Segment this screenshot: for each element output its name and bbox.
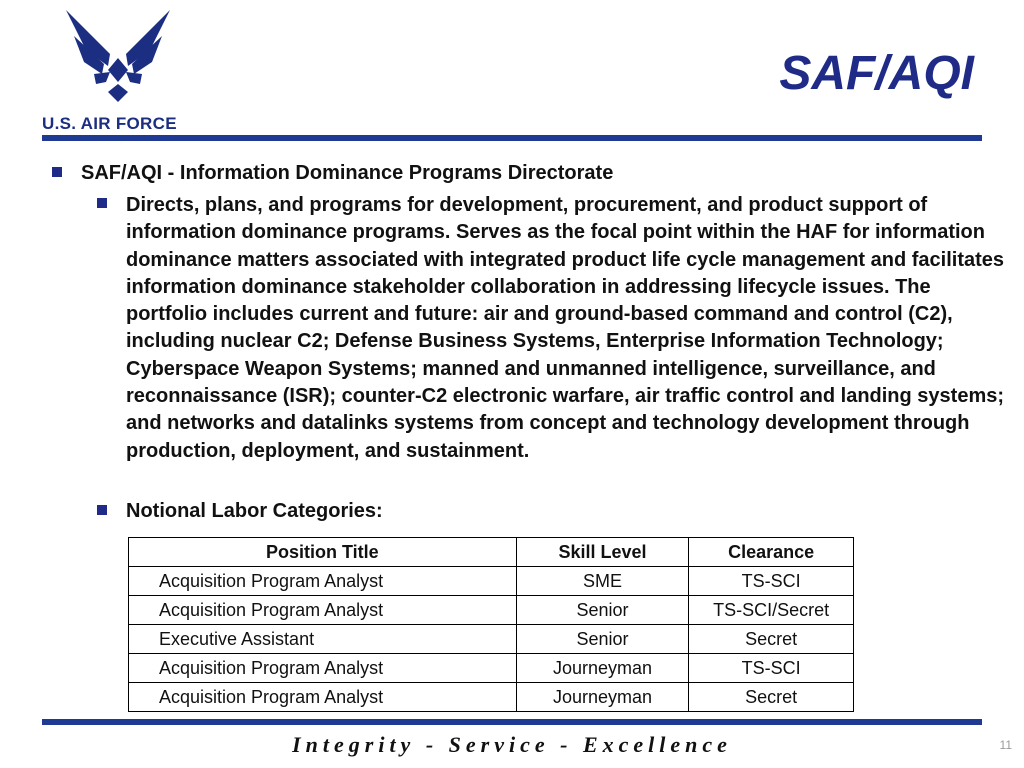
table-row: [129, 683, 854, 712]
table-row: [129, 625, 854, 654]
bullet-text: Directs, plans, and programs for development, procurement, and product support of information dominance programs. Serves as the focal point within the HAF for information dominance matters associated with integrated product life cycle management and facilitates information dominance stakeholder collaboration in addressing lifecycle issues. The portfolio includes current and future: air and ground-based command and control (C2), including nuclear C2; Defense Business Systems, Enterprise Information Technology; Cyberspace Weapon Systems; manned and unmanned intelligence, surveillance, and reconnaissance (ISR); counter-C2 electronic warfare, air traffic control and landing systems; and networks and datalinks systems from concept and technology development through production, deployment, and sustainment.: [126, 194, 1005, 462]
air-force-wings-icon: [66, 8, 170, 104]
page-number: 11: [999, 738, 1012, 752]
cell-position-title: Acquisition Program Analyst: [129, 567, 517, 596]
cell-skill-level: Journeyman: [516, 654, 689, 683]
footer-motto: Integrity - Service - Excellence: [292, 732, 732, 757]
page-title: SAF/AQI: [779, 47, 974, 100]
cell-skill-level: Senior: [516, 596, 689, 625]
bottom-divider: [42, 719, 982, 725]
logo-text: U.S. AIR FORCE: [42, 114, 177, 133]
cell-skill-level: SME: [516, 567, 689, 596]
cell-skill-level: Journeyman: [516, 683, 689, 712]
cell-skill-level: Senior: [516, 625, 689, 654]
column-header-skill-level: Skill Level: [516, 538, 689, 567]
air-force-logo: [40, 8, 200, 136]
labor-categories-table: [128, 537, 854, 712]
cell-position-title: Acquisition Program Analyst: [129, 654, 517, 683]
table-header-row: [129, 538, 854, 567]
bullet-text: Notional Labor Categories:: [126, 500, 383, 522]
cell-clearance: TS-SCI/Secret: [689, 596, 854, 625]
cell-clearance: Secret: [689, 683, 854, 712]
column-header-clearance: Clearance: [689, 538, 854, 567]
bullet-marker: [97, 198, 107, 208]
table-row: [129, 654, 854, 683]
top-divider: [42, 135, 982, 141]
cell-clearance: Secret: [689, 625, 854, 654]
cell-position-title: Acquisition Program Analyst: [129, 683, 517, 712]
table-row: [129, 567, 854, 596]
cell-clearance: TS-SCI: [689, 654, 854, 683]
bullet-marker: [52, 167, 62, 177]
bullet-marker: [97, 505, 107, 515]
cell-position-title: Acquisition Program Analyst: [129, 596, 517, 625]
table-row: [129, 596, 854, 625]
cell-position-title: Executive Assistant: [129, 625, 517, 654]
cell-clearance: TS-SCI: [689, 567, 854, 596]
bullet-text: SAF/AQI - Information Dominance Programs Directorate: [81, 162, 614, 184]
column-header-position-title: Position Title: [129, 538, 517, 567]
